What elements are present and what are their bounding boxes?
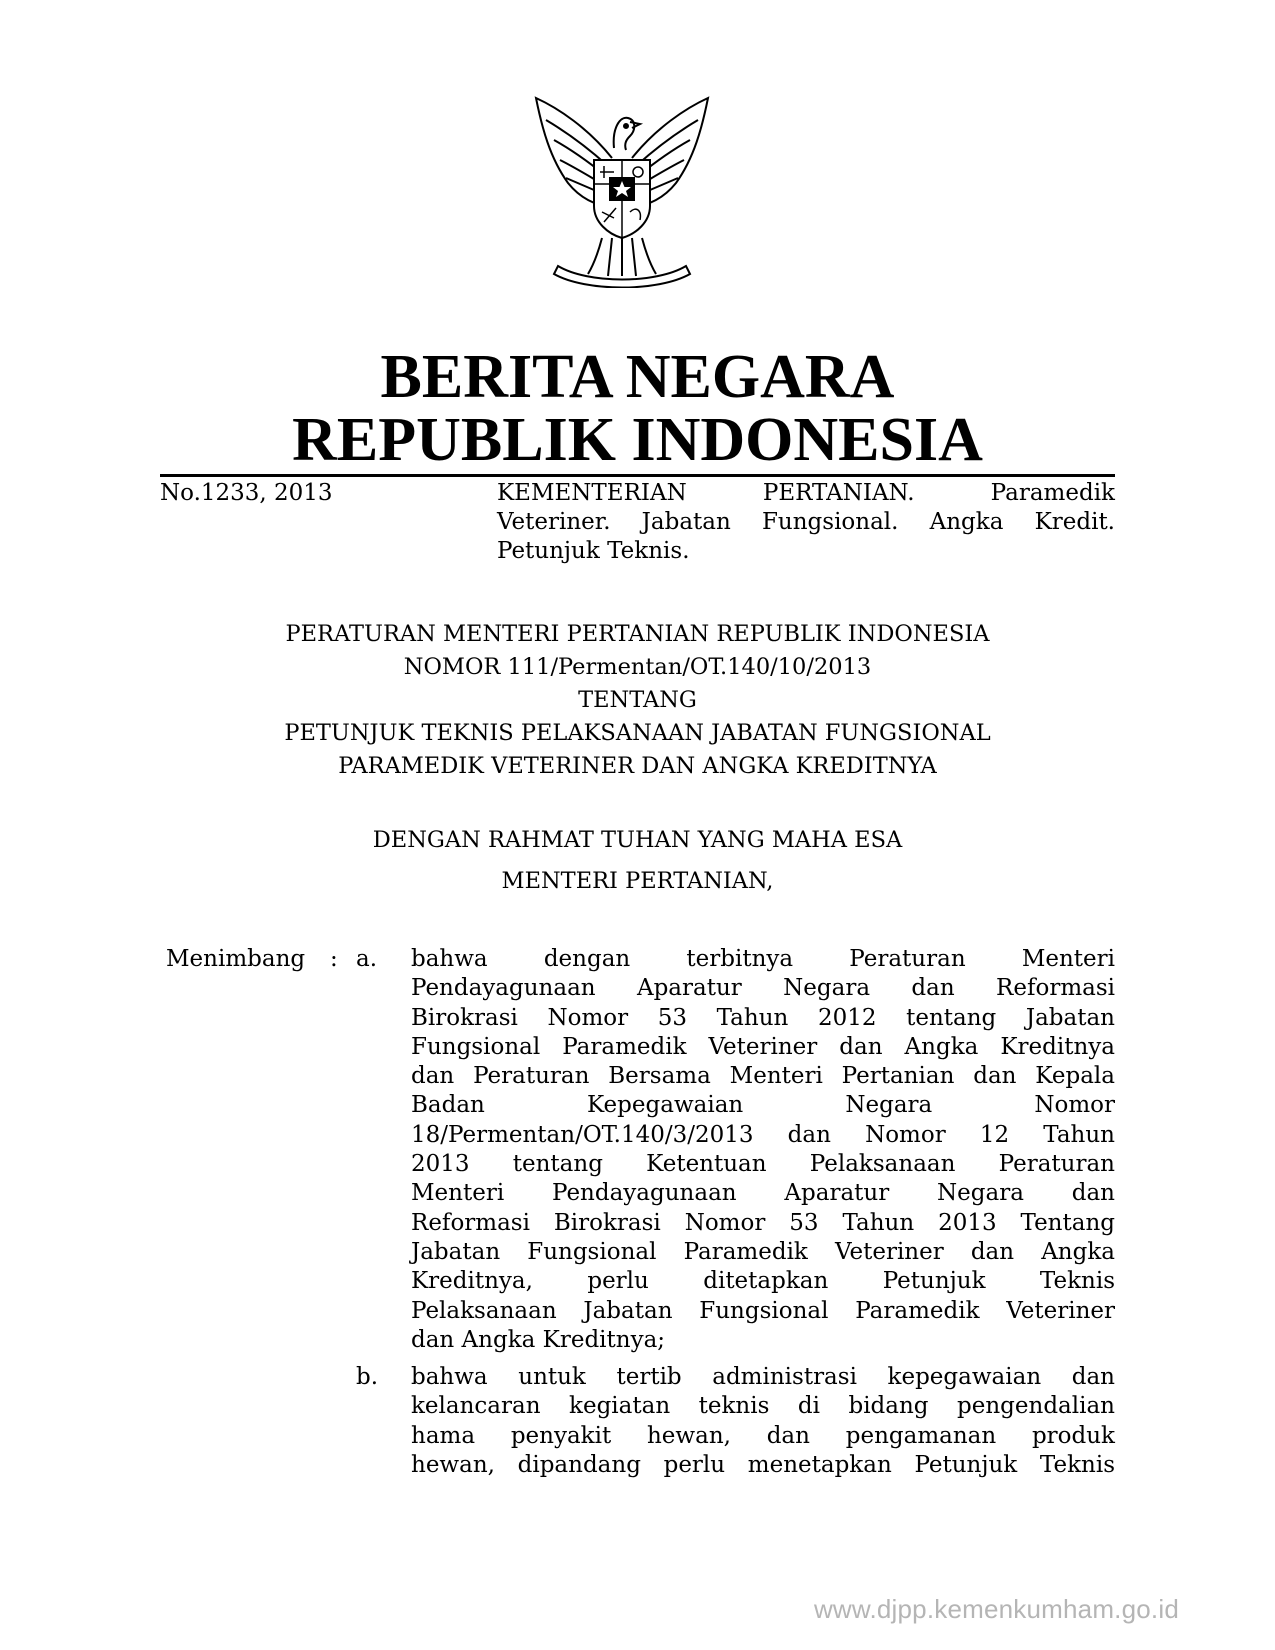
considering-colon: : bbox=[330, 946, 338, 972]
considering-label: Menimbang bbox=[166, 946, 306, 972]
item-line: Badan Kepegawaian Negara Nomor bbox=[411, 1092, 1115, 1119]
item-line: 18/Permentan/OT.140/3/2013 dan Nomor 12 Tahun bbox=[411, 1121, 1115, 1148]
minister-title: MENTERI PERTANIAN, bbox=[501, 868, 774, 894]
item-letter: b. bbox=[356, 1364, 379, 1390]
subject-line: Veteriner. Jabatan Fungsional. Angka Kredit. bbox=[497, 509, 1115, 535]
title-line: PETUNJUK TEKNIS PELAKSANAAN JABATAN FUNGSIONAL bbox=[284, 720, 991, 746]
item-line: bahwa untuk tertib administrasi kepegawaian dan bbox=[411, 1364, 1115, 1390]
title-line: PERATURAN MENTERI PERTANIAN REPUBLIK INDONESIA bbox=[285, 621, 990, 647]
item-line: Birokrasi Nomor 53 Tahun 2012 tentang Jabatan bbox=[411, 1004, 1115, 1031]
item-line: hewan, dipandang perlu menetapkan Petunjuk Teknis bbox=[411, 1451, 1115, 1478]
considering-item-a bbox=[411, 945, 1115, 1355]
gazette-subject bbox=[497, 479, 1115, 566]
preamble bbox=[160, 824, 1115, 898]
garuda-emblem-icon bbox=[528, 88, 716, 288]
subject-line: KEMENTERIAN PERTANIAN. Paramedik bbox=[497, 480, 1115, 506]
item-line: Fungsional Paramedik Veteriner dan Angka Kreditnya bbox=[411, 1033, 1115, 1060]
considering-item-b bbox=[411, 1363, 1115, 1480]
regulation-title bbox=[160, 618, 1115, 783]
masthead-subtitle: REPUBLIK INDONESIA bbox=[292, 406, 983, 474]
item-line: dan Angka Kreditnya; bbox=[411, 1326, 666, 1353]
item-line: kelancaran kegiatan teknis di bidang pengendalian bbox=[411, 1393, 1115, 1420]
item-line: dan Peraturan Bersama Menteri Pertanian dan Kepala bbox=[411, 1063, 1115, 1090]
item-line: bahwa dengan terbitnya Peraturan Menteri bbox=[411, 946, 1115, 972]
opening-phrase: DENGAN RAHMAT TUHAN YANG MAHA ESA bbox=[372, 827, 903, 853]
item-line: Reformasi Birokrasi Nomor 53 Tahun 2013 Tentang bbox=[411, 1209, 1115, 1236]
item-line: 2013 tentang Ketentuan Pelaksanaan Peraturan bbox=[411, 1151, 1115, 1178]
item-letter: a. bbox=[356, 946, 378, 972]
item-line: Jabatan Fungsional Paramedik Veteriner dan Angka bbox=[411, 1238, 1115, 1265]
title-line: NOMOR 111/Permentan/OT.140/10/2013 bbox=[403, 654, 872, 680]
item-line: hama penyakit hewan, dan pengamanan produk bbox=[411, 1422, 1115, 1449]
source-watermark: www.djpp.kemenkumham.go.id bbox=[813, 1594, 1179, 1624]
item-line: Pelaksanaan Jabatan Fungsional Paramedik Veteriner bbox=[411, 1297, 1115, 1324]
title-line: PARAMEDIK VETERINER DAN ANGKA KREDITNYA bbox=[338, 753, 937, 779]
item-line: Pendayagunaan Aparatur Negara dan Reformasi bbox=[411, 975, 1115, 1002]
item-line: Menteri Pendayagunaan Aparatur Negara dan bbox=[411, 1180, 1115, 1207]
gazette-number: No.1233, 2013 bbox=[160, 480, 333, 506]
masthead-divider bbox=[160, 474, 1115, 477]
title-line: TENTANG bbox=[578, 687, 697, 713]
subject-line: Petunjuk Teknis. bbox=[497, 538, 690, 564]
item-line: Kreditnya, perlu ditetapkan Petunjuk Teknis bbox=[411, 1268, 1115, 1295]
masthead-title: BERITA NEGARA bbox=[380, 343, 895, 411]
